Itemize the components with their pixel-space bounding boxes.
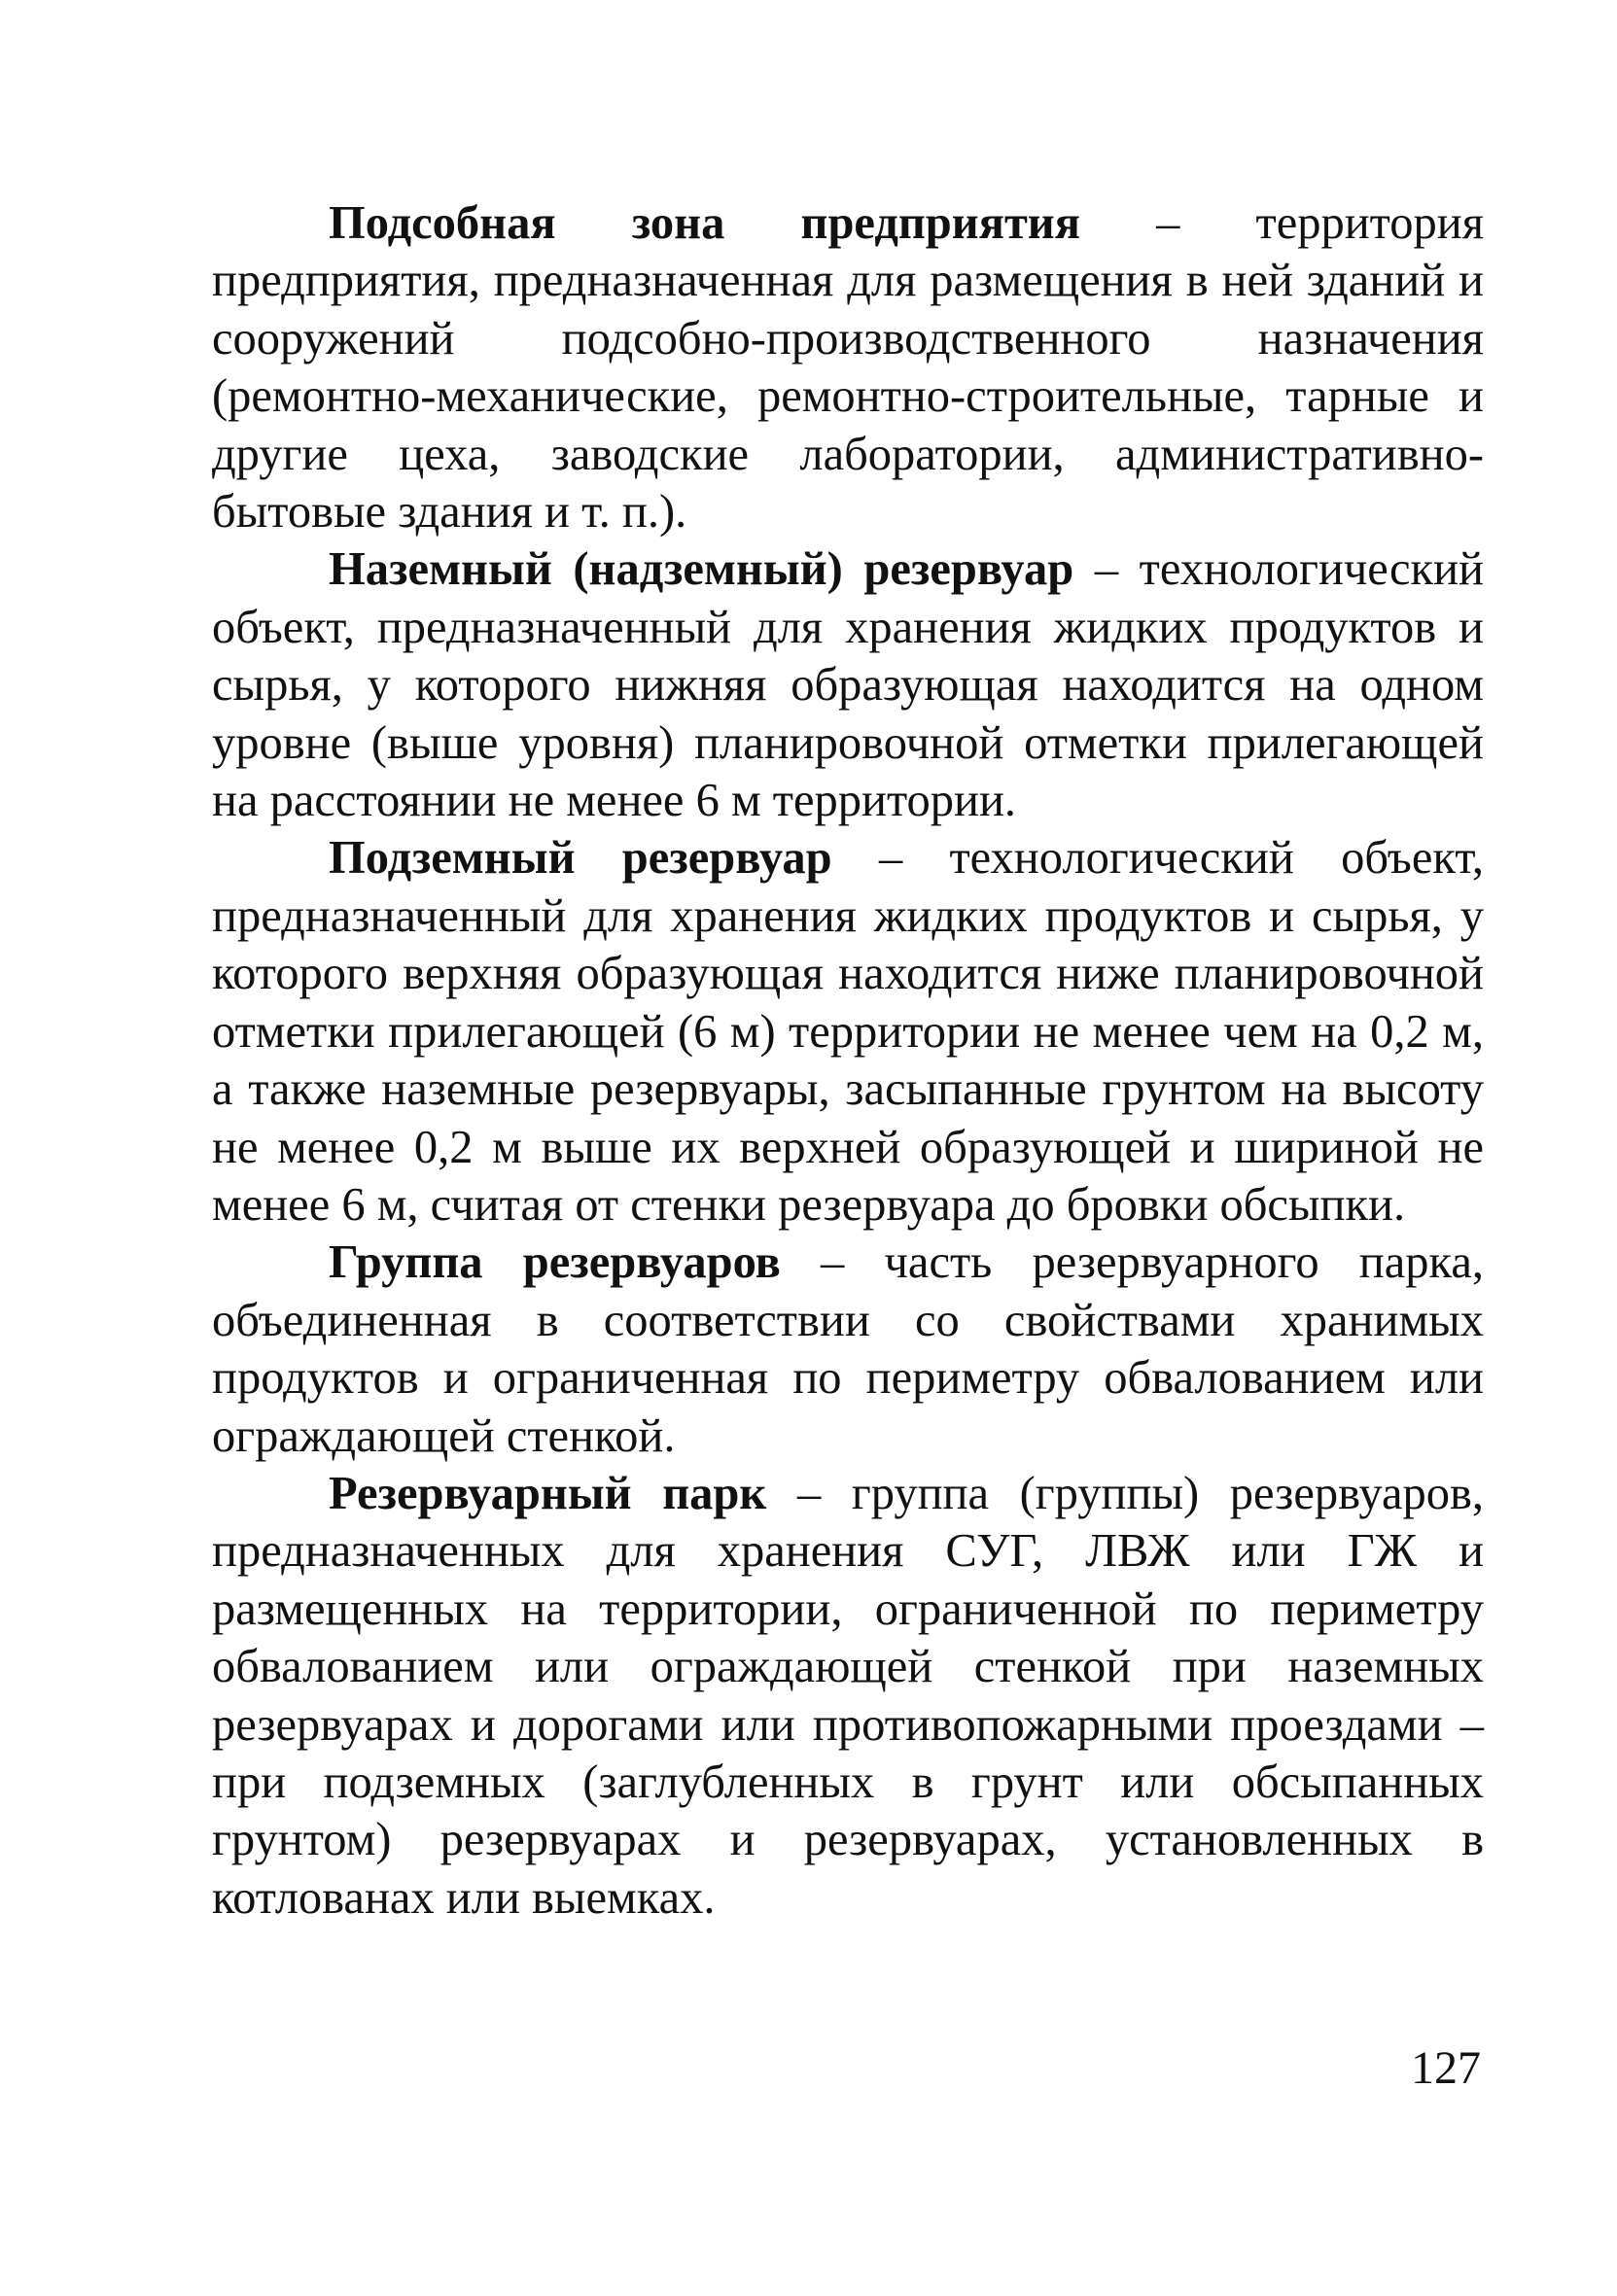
- definition-paragraph-3: [212, 829, 1484, 1234]
- term: Группа резервуаров: [329, 1236, 781, 1289]
- document-page: [212, 194, 1484, 1927]
- definition-paragraph-4: [212, 1234, 1484, 1465]
- definition-paragraph-5: [212, 1465, 1484, 1927]
- definition-text: – часть резервуарного парка, объединенная в соответствии со свойствами хранимых продуктов и ограниченная по периметру обвалованием или ограждающей стенкой.: [212, 1236, 1485, 1462]
- term: Подсобная зона предприятия: [329, 197, 1080, 249]
- term: Подземный резервуар: [329, 832, 832, 885]
- definition-text: – технологический объект, предназначенный для хранения жидких продуктов и сырья, у которого нижняя образующая находится на одном уровне (выше уровня) планировочной отметки прилегающей на расстоянии не менее 6 м территории.: [212, 543, 1484, 827]
- definition-paragraph-2: [212, 540, 1484, 829]
- definition-text: – технологический объект, предназначенный для хранения жидких продуктов и сырья, у которого верхняя образующая находится ниже планировочной отметки прилегающей (6 м) территории не менее чем на 0,2 м, а также наземные резервуары, засыпанные грунтом на высоту не менее 0,2 м выше их верхней образующей и шириной не менее 6 м, считая от стенки резервуара до бровки обсыпки.: [212, 832, 1484, 1231]
- term: Резервуарный парк: [329, 1467, 767, 1519]
- term: Наземный (надземный) резервуар: [329, 543, 1074, 596]
- definition-paragraph-1: [212, 194, 1484, 540]
- definition-text: – территория предприятия, предназначенная для размещения в ней зданий и сооружений подсобно-производственного назначения (ремонтно-механические, ремонтно-строительные, тарные и другие цеха, заводские лаборатории, административно-бытовые здания и т. п.).: [212, 197, 1485, 539]
- definition-text: – группа (группы) резервуаров, предназначенных для хранения СУГ, ЛВЖ или ГЖ и размещенных на территории, ограниченной по периметру обвалованием или ограждающей стенкой при наземных резервуарах и дорогами или противопожарными проездами – при подземных (заглубленных в грунт или обсыпанных грунтом) резервуарах и резервуарах, установленных в котлованах или выемках.: [212, 1467, 1484, 1924]
- page-number: 127: [1411, 2042, 1481, 2094]
